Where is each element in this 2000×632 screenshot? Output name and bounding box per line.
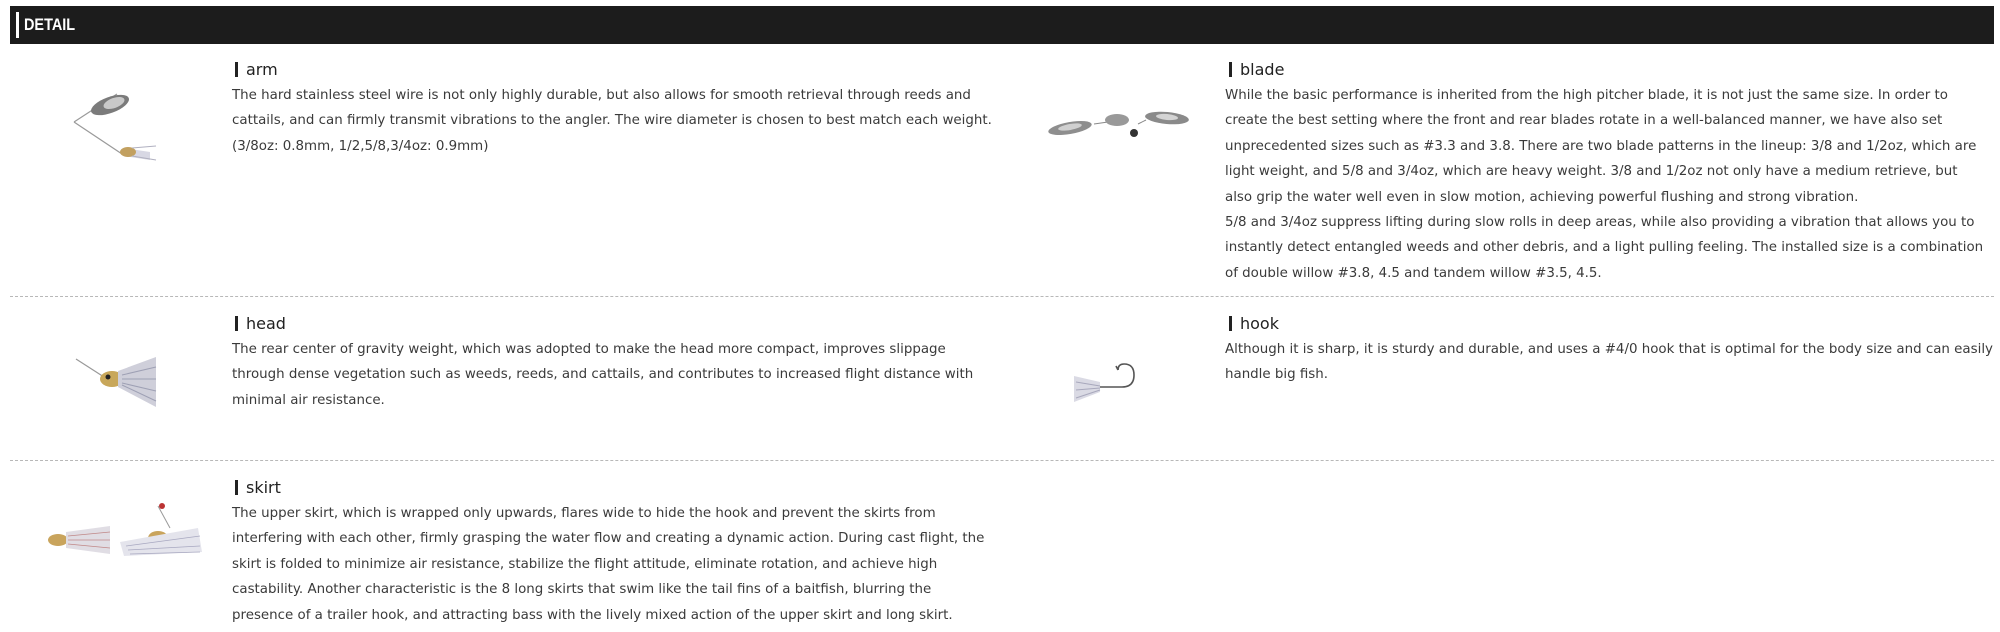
head-title-text: head	[246, 314, 286, 333]
head-desc-line: through dense vegetation such as weeds, reeds, and cattails, and contributes to increased flight distance with	[232, 367, 974, 383]
skirt-title-marker	[235, 480, 238, 495]
hook-title-marker	[1229, 316, 1232, 331]
head-title	[235, 314, 286, 333]
hook-title-text: hook	[1240, 314, 1279, 333]
section-divider	[10, 296, 1994, 297]
skirt-desc-line: castability. Another characteristic is the 8 long skirts that swim like the tail fins of a baitfish, blurring the	[232, 582, 932, 598]
arm-description	[232, 83, 992, 159]
blade-desc-line: create the best setting where the front and rear blades rotate in a well-balanced manner, we have also set	[1225, 113, 1943, 129]
blade-title-marker	[1229, 62, 1232, 77]
blade-image	[1042, 100, 1194, 146]
skirt-desc-line: interfering with each other, firmly grasping the water flow and creating a dynamic action. During cast flight, the	[232, 531, 985, 547]
arm-title-marker	[235, 62, 238, 77]
blade-title-text: blade	[1240, 60, 1285, 79]
blade-desc-line: also grip the water well even in slow motion, achieving powerful flushing and strong vibration.	[1225, 189, 1859, 205]
blade-desc-line: light weight, and 5/8 and 3/4oz, which are heavy weight. 3/8 and 1/2oz not only have a medium retrieve, but	[1225, 164, 1958, 180]
blade-title	[1229, 60, 1284, 79]
detail-header-title: DETAIL	[24, 15, 76, 34]
skirt-desc-line: skirt is folded to minimize air resistance, stabilize the flight attitude, eliminate rotation, and achieve high	[232, 556, 938, 572]
arm-desc-line: (3/8oz: 0.8mm, 1/2,5/8,3/4oz: 0.9mm)	[232, 138, 489, 154]
arm-desc-line: The hard stainless steel wire is not only highly durable, but also allows for smooth retrieval through reeds and	[232, 88, 971, 103]
arm-desc-line: cattails, and can firmly transmit vibrations to the angler. The wire diameter is chosen to best match each weight.	[232, 113, 992, 129]
hook-description	[1225, 337, 1993, 388]
section-divider	[10, 460, 1994, 461]
blade-desc-line: instantly detect entangled weeds and other debris, and a light pulling feeling. The installed size is a combination	[1225, 240, 1984, 256]
arm-title	[235, 60, 278, 79]
arm-title-text: arm	[246, 60, 278, 79]
blade-desc-line: While the basic performance is inherited from the high pitcher blade, it is not just the same size. In order to	[1225, 88, 1948, 103]
blade-desc-line: unprecedented sizes such as #3.3 and 3.8. There are two blade patterns in the lineup: 3/8 and 1/2oz, which are	[1225, 138, 1977, 154]
hook-desc-line: handle big fish.	[1225, 367, 1329, 383]
arm-image	[62, 72, 157, 164]
head-image	[74, 345, 158, 415]
header-accent-bar	[16, 12, 19, 38]
blade-desc-line: of double willow #3.8, 4.5 and tandem willow #3.5, 4.5.	[1225, 265, 1602, 281]
skirt-image	[38, 500, 204, 560]
head-description	[232, 337, 973, 413]
hook-title	[1229, 314, 1279, 333]
head-desc-line: The rear center of gravity weight, which was adopted to make the head more compact, improves slippage	[232, 342, 946, 357]
blade-desc-line: 5/8 and 3/4oz suppress lifting during slow rolls in deep areas, while also providing a vibration that allows you to	[1225, 215, 1975, 231]
hook-image	[1072, 358, 1136, 408]
blade-description	[1225, 83, 1983, 286]
head-title-marker	[235, 316, 238, 331]
skirt-desc-line: presence of a trailer hook, and attracting bass with the lively mixed action of the upper skirt and long skirt.	[232, 607, 953, 623]
hook-desc-line: Although it is sharp, it is sturdy and durable, and uses a #4/0 hook that is optimal for the body size and can easily	[1225, 342, 1993, 357]
skirt-desc-line: The upper skirt, which is wrapped only upwards, flares wide to hide the hook and prevent the skirts from	[232, 506, 936, 521]
skirt-title	[235, 478, 281, 497]
skirt-title-text: skirt	[246, 478, 281, 497]
skirt-description	[232, 501, 984, 628]
detail-header-bar	[10, 6, 1994, 44]
head-desc-line: minimal air resistance.	[232, 392, 385, 408]
